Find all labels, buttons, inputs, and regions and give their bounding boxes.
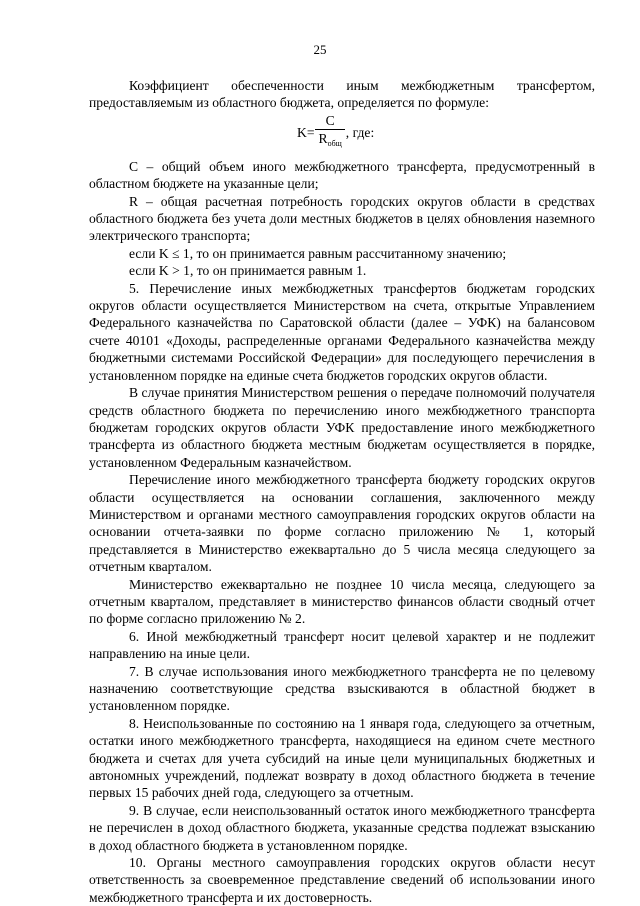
denominator-main: R <box>318 131 328 147</box>
paragraph: Перечисление иного межбюджетного трансферта бюджету городских округов области осуществляется на основании соглашения, заключенного между Министерством и органами местного самоуправления городских округов области на основании отчета-заявки по форме согласно приложению № 1, который представляется в Министерство ежеквартально до 5 числа месяца следующего за отчетным кварталом. <box>89 472 595 575</box>
paragraph: если K > 1, то он принимается равным 1. <box>129 263 367 279</box>
paragraph: 7. В случае использования иного межбюджетного трансферта не по целевому назначению соответствующие средства взыскиваются в областной бюджет в установленном порядке. <box>89 663 595 714</box>
paragraph: 6. Иной межбюджетный трансферт носит целевой характер и не подлежит направлению на иные цели. <box>89 628 595 662</box>
formula <box>297 113 374 153</box>
paragraph: если K ≤ 1, то он принимается равным рассчитанному значению; <box>129 245 507 261</box>
denominator-subscript: общ <box>327 139 342 149</box>
formula-numerator: C <box>325 113 335 129</box>
document-body <box>89 77 595 906</box>
formula-block <box>89 113 595 153</box>
paragraph: C – общий объем иного межбюджетного трансферта, предусмотренный в областном бюджете на указанные цели; <box>89 158 595 192</box>
paragraph: В случае принятия Министерством решения о передаче полномочий получателя средств областного бюджета по перечислению иного межбюджетного транспорта бюджетам городских округов области УФК предоставление иного межбюджетного трансферта из областного бюджета местным бюджетам осуществляется в порядке, установленном Федеральным казначейством. <box>89 385 595 470</box>
paragraph: 5. Перечисление иных межбюджетных трансфертов бюджетам городских округов области осуществляется Министерством на счета, открытые Управлением Федерального казначейства по Саратовской области (далее – УФК) на балансовом счете 40101 «Доходы, распределенные органами Федерального казначейства между бюджетными системами Российской Федерации» для последующего перечисления в установленном порядке на единые счета бюджетов городских округов области. <box>89 280 595 383</box>
page-number: 25 <box>313 42 327 57</box>
paragraph: 8. Неиспользованные по состоянию на 1 января года, следующего за отчетным, остатки иного межбюджетного трансферта, находящиеся на едином счете местного бюджета и счетах для учета субсидий на иные цели муниципальных бюджетных и автономных учреждений, подлежат возврату в доход областного бюджета в течение первых 15 рабочих дней года, следующего за отчетным. <box>89 715 595 801</box>
formula-suffix: , где: <box>345 125 375 141</box>
paragraph: Министерство ежеквартально не позднее 10 числа месяца, следующего за отчетным кварталом, представляет в министерство финансов области сводный отчет по форме согласно приложению № 2. <box>89 576 595 627</box>
formula-denominator <box>315 130 344 152</box>
paragraph: 10. Органы местного самоуправления городских округов области несут ответственность за своевременное представление сведений об использовании иного межбюджетного трансферта и их достоверность. <box>89 855 595 905</box>
formula-fraction <box>315 113 344 152</box>
paragraph: 9. В случае, если неиспользованный остаток иного межбюджетного трансферта не перечислен в доход областного бюджета, указанные средства подлежат взысканию в доход областного бюджета в установленном порядке. <box>89 802 595 853</box>
paragraph: R – общая расчетная потребность городских округов области в средствах областного бюджета без учета доли местных бюджетов в целях обновления наземного электрического транспорта; <box>89 193 595 244</box>
intro-paragraph: Коэффициент обеспеченности иным межбюджетным трансфертом, предоставляемым из областного бюджета, определяется по формуле: <box>89 78 595 111</box>
formula-lhs: K= <box>297 125 315 141</box>
